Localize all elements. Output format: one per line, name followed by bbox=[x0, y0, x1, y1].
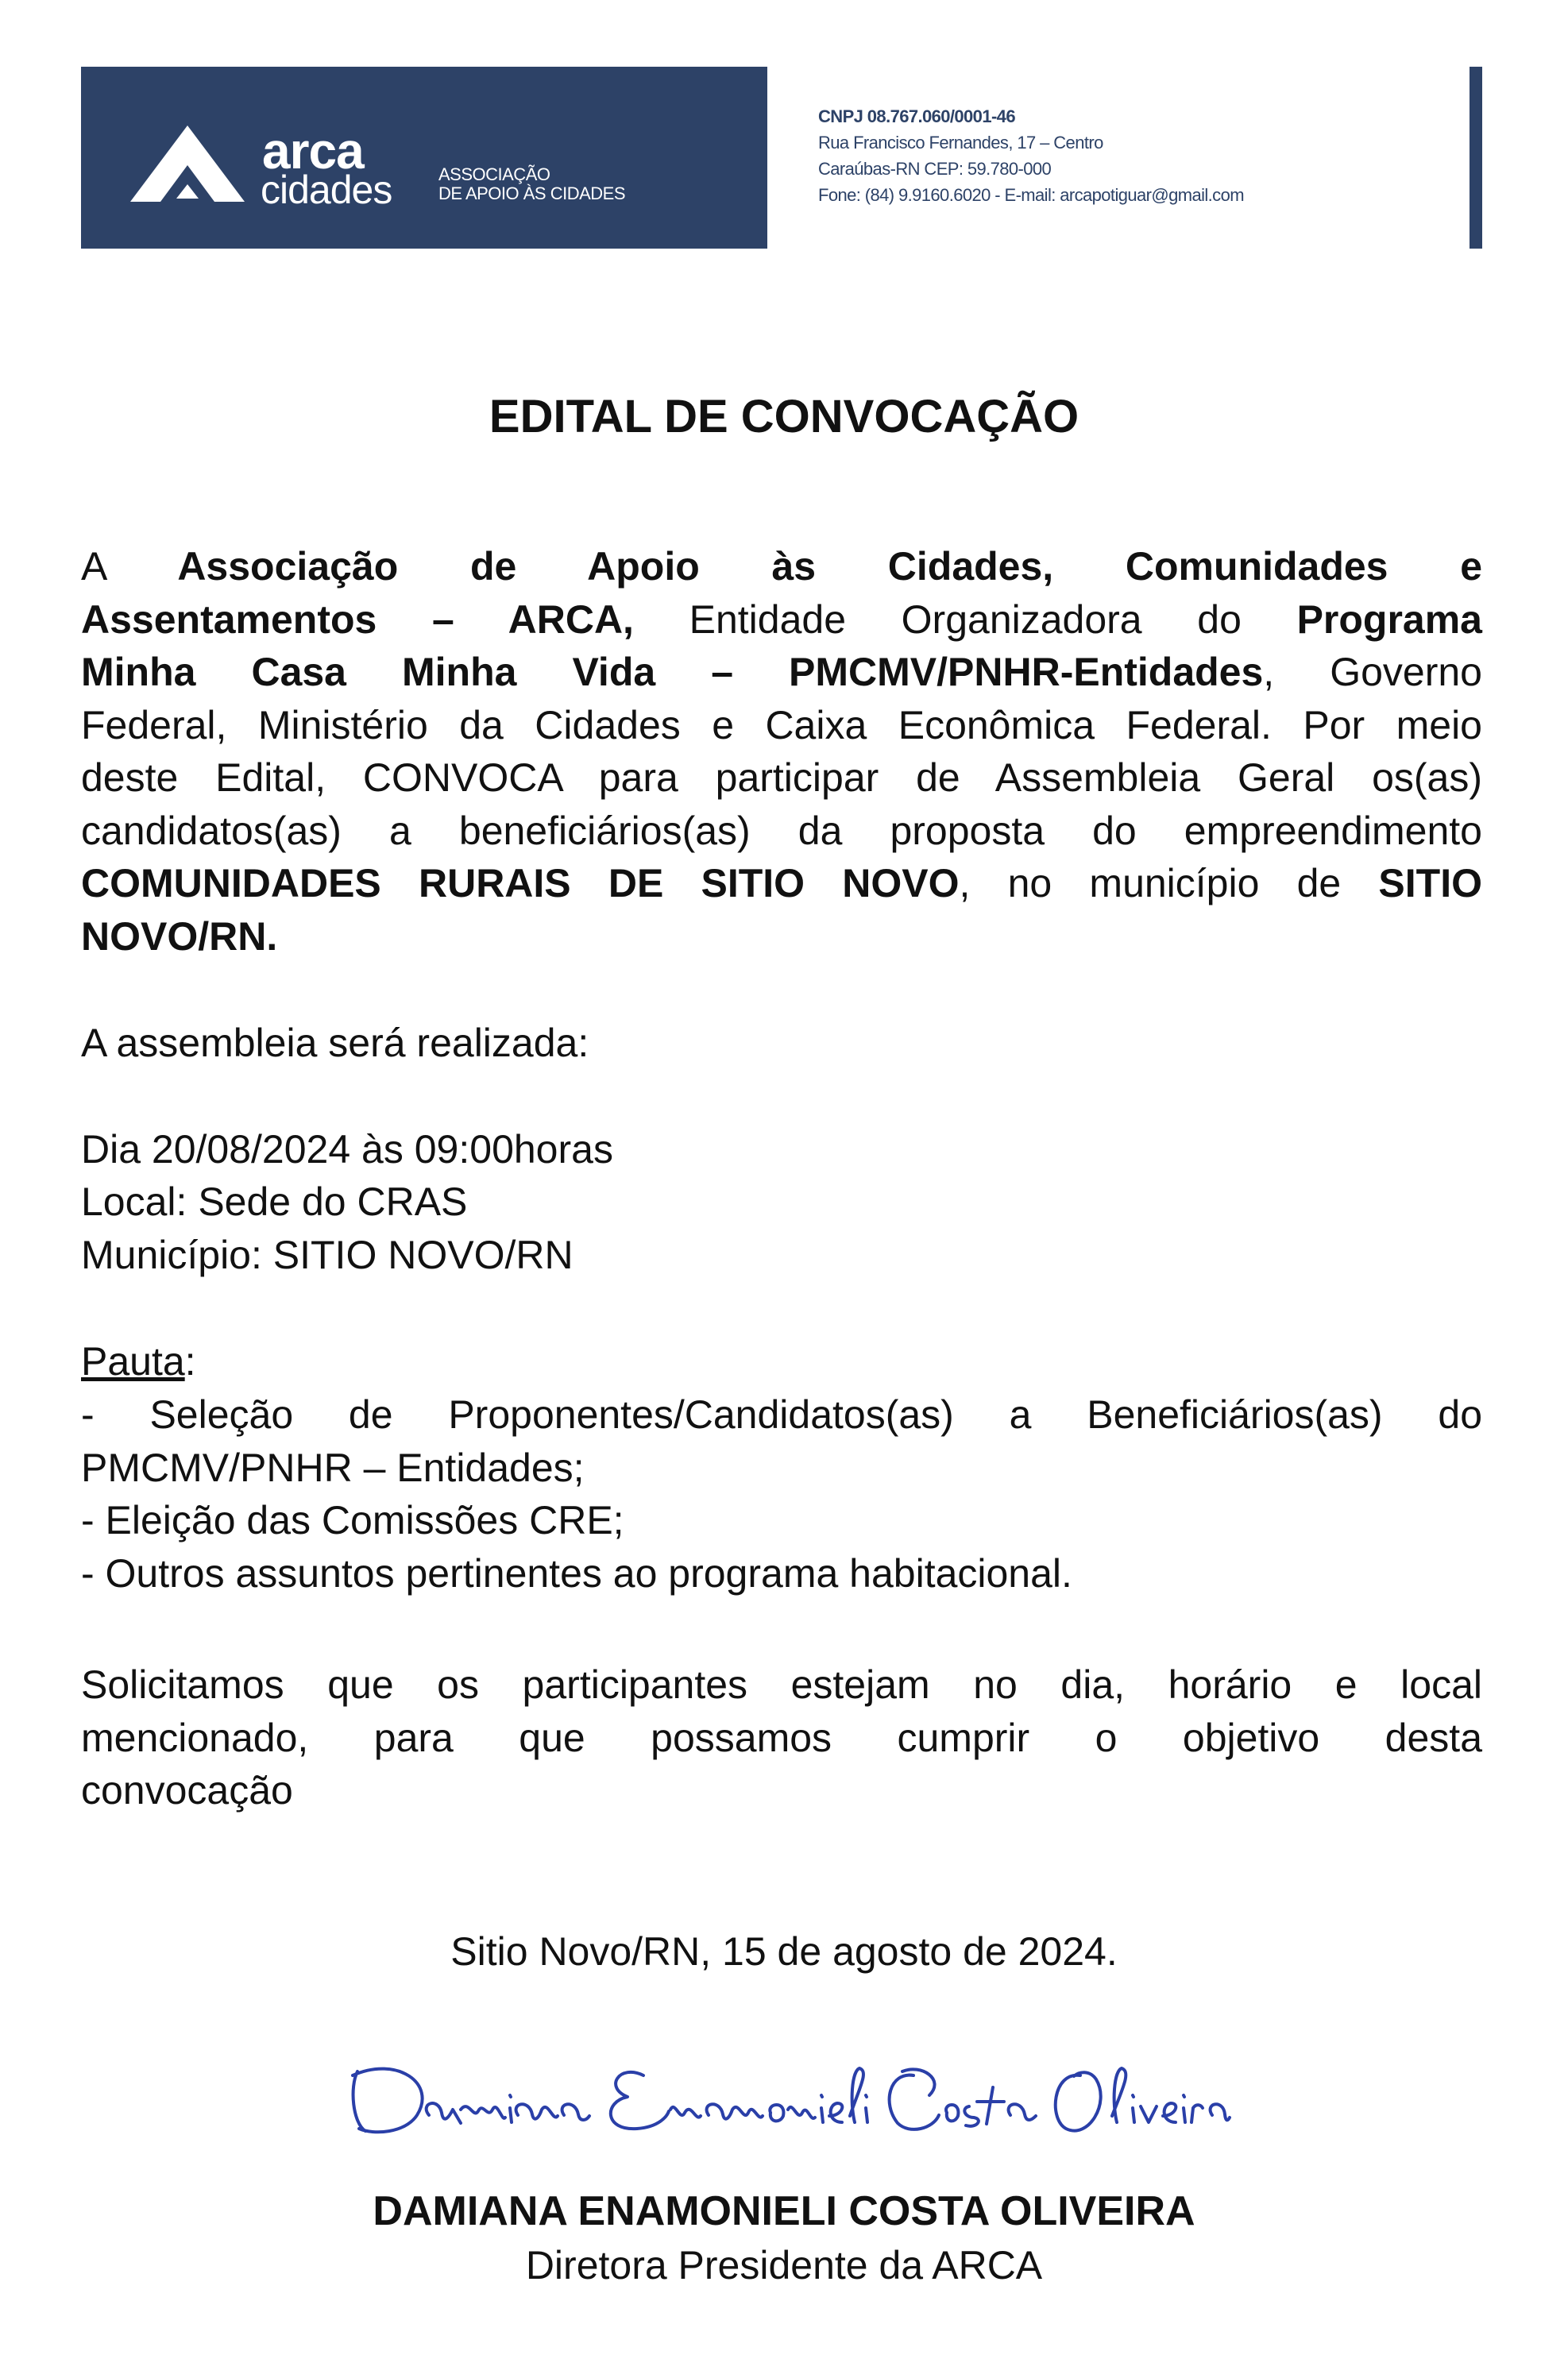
letterhead-contact bbox=[818, 103, 1244, 208]
closing-line-2: mencionado, para que possamos cumprir o objetivo desta bbox=[81, 1715, 1482, 1760]
signer-name: DAMIANA ENAMONIELI COSTA OLIVEIRA bbox=[373, 2188, 1195, 2234]
letterhead-accent-bar bbox=[1470, 67, 1482, 249]
intro-line-3 bbox=[81, 646, 1482, 699]
intro-governo: , Governo bbox=[1263, 650, 1482, 694]
pauta-colon: : bbox=[184, 1339, 196, 1384]
contact-city: Caraúbas-RN CEP: 59.780-000 bbox=[818, 159, 1052, 179]
intro-line-8 bbox=[81, 910, 1482, 963]
logo-wordmark-cidades: cidades bbox=[261, 168, 392, 212]
intro-entidade: Entidade Organizadora do bbox=[633, 596, 1297, 642]
intro-empreendimento: COMUNIDADES RURAIS DE SITIO NOVO bbox=[81, 861, 960, 905]
pauta-item-1-line-1: - Seleção de Proponentes/Candidatos(as) a Beneficiários(as) do bbox=[81, 1392, 1482, 1437]
pauta-item-1-line-2: PMCMV/PNHR – Entidades; bbox=[81, 1445, 585, 1490]
assembly-local: Local: Sede do CRAS bbox=[81, 1179, 468, 1224]
intro-city-1: SITIO bbox=[1378, 861, 1482, 905]
pauta-label: Pauta bbox=[81, 1339, 185, 1384]
signer-role: Diretora Presidente da ARCA bbox=[525, 2243, 1043, 2287]
intro-line-6: candidatos(as) a beneficiários(as) da proposta do empreendimento bbox=[81, 808, 1482, 853]
letterhead-banner bbox=[81, 67, 767, 249]
intro-org-name-2: Assentamentos – ARCA, bbox=[81, 596, 634, 642]
intro-paragraph bbox=[81, 540, 1482, 963]
intro-article: A bbox=[81, 544, 106, 589]
handwritten-signature bbox=[342, 2040, 1231, 2159]
logo-wordmark-arca: arca bbox=[262, 122, 364, 180]
intro-line-1 bbox=[81, 540, 1482, 593]
contact-phone-email: Fone: (84) 9.9160.6020 - E-mail: arcapotiguar@gmail.com bbox=[818, 185, 1244, 205]
logo-tagline bbox=[438, 165, 625, 203]
intro-program-1: Programa bbox=[1296, 596, 1482, 642]
intro-line-5: deste Edital, CONVOCA para participar de Assembleia Geral os(as) bbox=[81, 755, 1482, 800]
intro-line-4: Federal, Ministério da Cidades e Caixa Econômica Federal. Por meio bbox=[81, 702, 1482, 747]
contact-cnpj: CNPJ 08.767.060/0001-46 bbox=[818, 106, 1015, 126]
pauta-item-3: - Outros assuntos pertinentes ao programa habitacional. bbox=[81, 1550, 1072, 1596]
assembly-municipio: Município: SITIO NOVO/RN bbox=[81, 1233, 574, 1277]
logo-tagline-line2: DE APOIO ÀS CIDADES bbox=[438, 183, 626, 203]
pauta-item-2: - Eleição das Comissões CRE; bbox=[81, 1498, 624, 1542]
intro-org-name-1: Associação de Apoio às Cidades, Comunidades e bbox=[177, 544, 1482, 589]
intro-program-2: Minha Casa Minha Vida – PMCMV/PNHR-Entidades bbox=[81, 650, 1264, 694]
date-place: Sitio Novo/RN, 15 de agosto de 2024. bbox=[450, 1929, 1118, 1974]
pauta-list bbox=[81, 1388, 1482, 1600]
intro-line-7 bbox=[81, 857, 1482, 910]
assembly-intro: A assembleia será realizada: bbox=[81, 1021, 589, 1065]
intro-municipio: , no município de bbox=[959, 861, 1379, 905]
contact-address: Rua Francisco Fernandes, 17 – Centro bbox=[818, 133, 1103, 152]
arca-logo-icon bbox=[129, 122, 246, 211]
closing-line-3: convocação bbox=[81, 1768, 293, 1813]
intro-city-2: NOVO/RN. bbox=[81, 913, 278, 959]
closing-paragraph bbox=[81, 1658, 1482, 1817]
intro-line-2 bbox=[81, 593, 1482, 647]
assembly-date: Dia 20/08/2024 às 09:00horas bbox=[81, 1127, 613, 1172]
pauta-heading bbox=[81, 1335, 196, 1388]
document-title: EDITAL DE CONVOCAÇÃO bbox=[489, 391, 1079, 442]
logo-tagline-line1: ASSOCIAÇÃO bbox=[438, 164, 550, 184]
closing-line-1: Solicitamos que os participantes estejam no dia, horário e local bbox=[81, 1662, 1482, 1707]
